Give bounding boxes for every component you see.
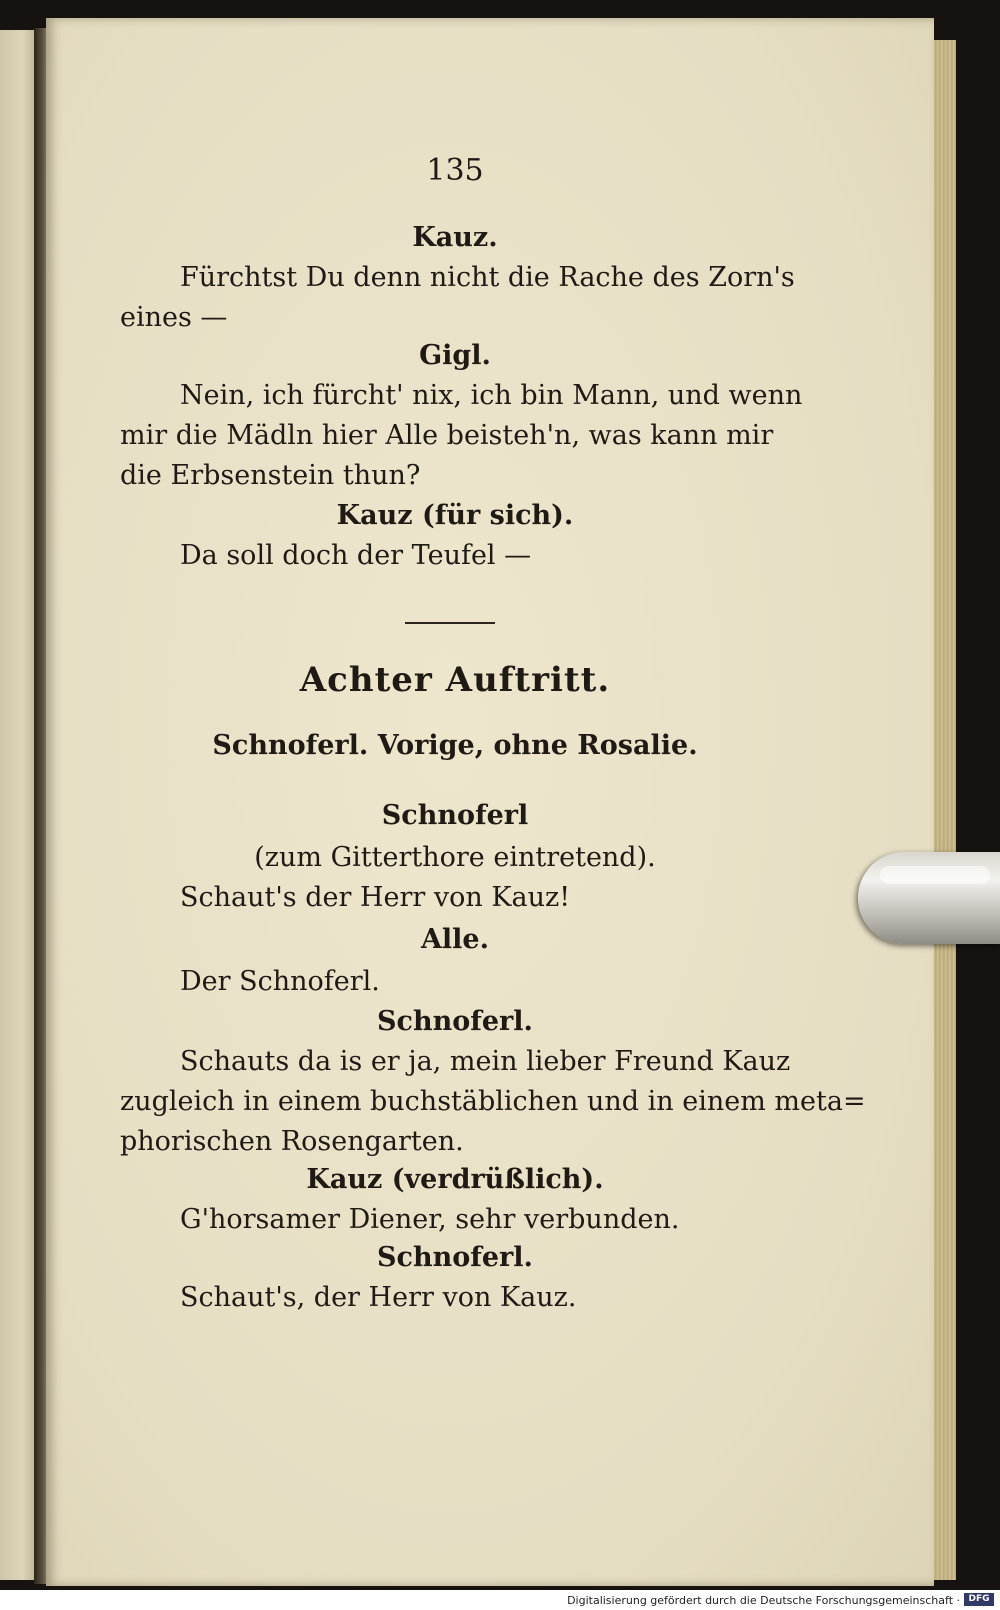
speaker-alle: Alle. xyxy=(420,924,490,955)
text-line: Der Schnoferl. xyxy=(180,966,380,997)
dfg-logo: DFG xyxy=(964,1593,994,1606)
text-line: Da soll doch der Teufel — xyxy=(180,540,532,571)
text-line: phorischen Rosengarten. xyxy=(120,1126,464,1157)
speaker-schnoferl: Schnoferl xyxy=(381,800,529,831)
text-line: Fürchtst Du denn nicht die Rache des Zorn's xyxy=(180,262,795,293)
text-line: G'horsamer Diener, sehr verbunden. xyxy=(180,1204,680,1235)
text-line: die Erbsenstein thun? xyxy=(120,460,421,491)
section-divider xyxy=(405,622,495,624)
text-line: mir die Mädln hier Alle beisteh'n, was kann mir xyxy=(120,420,774,451)
scene-characters: Schnoferl. Vorige, ohne Rosalie. xyxy=(212,730,698,761)
text-line: Nein, ich fürcht' nix, ich bin Mann, und wenn xyxy=(180,380,803,411)
text-line: Schaut's der Herr von Kauz! xyxy=(180,882,571,913)
speaker-schnoferl: Schnoferl. xyxy=(377,1006,533,1037)
speaker-kauz: Kauz. xyxy=(412,222,498,253)
text-line: Schauts da is er ja, mein lieber Freund Kauz xyxy=(180,1046,791,1077)
stage-direction: (zum Gitterthore eintretend). xyxy=(254,842,656,873)
speaker-kauz: Kauz (für sich). xyxy=(336,500,574,531)
text-line: eines — xyxy=(120,302,228,333)
page-clip xyxy=(858,852,1000,944)
page-number: 135 xyxy=(426,153,484,188)
scene-heading: Achter Auftritt. xyxy=(299,660,611,700)
speaker-schnoferl: Schnoferl. xyxy=(377,1242,533,1273)
left-page-edge xyxy=(0,30,38,1580)
text-line: zugleich in einem buchstäblichen und in einem meta= xyxy=(120,1086,866,1117)
text-line: Schaut's, der Herr von Kauz. xyxy=(180,1282,577,1313)
digitization-credit: Digitalisierung gefördert durch die Deutsche Forschungsgemeinschaft · xyxy=(567,1594,960,1607)
speaker-gigl: Gigl. xyxy=(419,340,491,371)
speaker-kauz: Kauz (verdrüßlich). xyxy=(306,1164,604,1195)
